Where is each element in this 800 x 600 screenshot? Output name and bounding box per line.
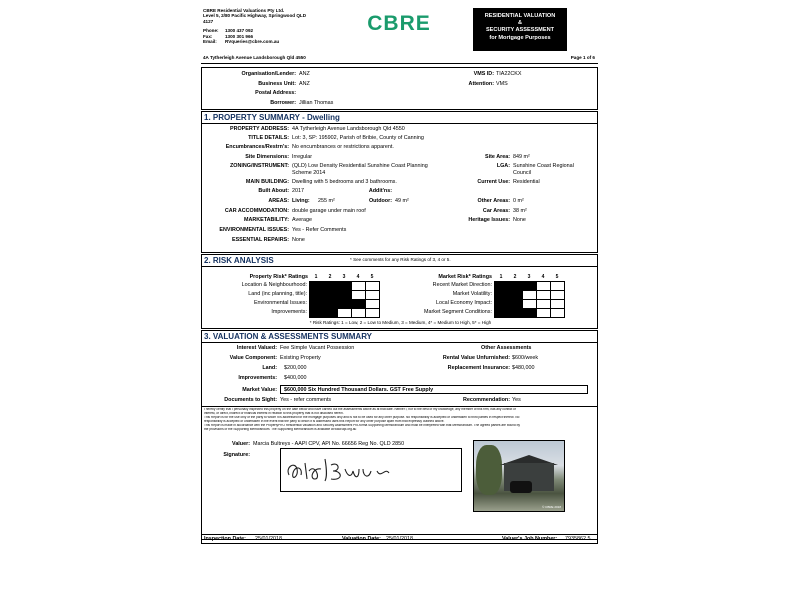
phone-label: Phone: (203, 28, 219, 34)
component-label: Value Component: (229, 355, 277, 361)
risk-cell (352, 300, 366, 309)
signature-box (280, 448, 462, 492)
section-divider (202, 342, 597, 343)
risk-cell (338, 300, 352, 309)
summary-right-label: Current Use: (477, 179, 510, 185)
risk-cell (551, 291, 565, 300)
signature-label: Signature: (223, 452, 250, 458)
risk-note: * See comments for any Risk Ratings of 3, 4 or 5. (350, 257, 451, 262)
summary-right-value: 38 m² (513, 208, 527, 214)
risk-analysis-box (201, 254, 598, 329)
rental-label: Rental Value Unfurnished: (442, 355, 510, 361)
disclaimer-line: responsibility is accepted or undertaken in the event that the party to which it is addressed uses this Report for any other purpose apart from that expressly outlined above. (204, 419, 445, 423)
report-title-box (473, 8, 567, 51)
outdoor-value: 49 m² (395, 198, 409, 204)
risk-label: Market Segment Conditions: (423, 309, 492, 315)
risk-cell (509, 282, 523, 291)
land-value: $200,000 (284, 365, 307, 371)
email-label: Email: (203, 39, 217, 45)
risk-cell (324, 282, 338, 291)
risk-cell (366, 309, 380, 318)
other-assessments-heading: Other Assessments (481, 345, 532, 351)
risk-cell (523, 309, 537, 318)
risk-cell (310, 291, 324, 300)
recommendation-label: Recommendation: (462, 397, 510, 403)
risk-cell (495, 300, 509, 309)
photo-tree (476, 445, 502, 495)
valuation-date: 25/01/2018 (386, 536, 413, 542)
interest-label: Interest Valued: (236, 345, 277, 351)
valuation-date-label: Valuation Date: (342, 536, 381, 542)
risk-cell (338, 282, 352, 291)
outdoor-label: Outdoor: (368, 198, 392, 204)
summary-value: Lot: 3, SP: 195902, Parish of Bribie, County of Canning (292, 135, 424, 141)
risk-cell (495, 282, 509, 291)
risk-cell (551, 300, 565, 309)
summary-label: Site Dimensions: (245, 154, 289, 160)
fax-label: Fax: (203, 33, 213, 39)
living-label: Living: (292, 198, 310, 204)
summary-value: No encumbrances or restrictions apparent. (292, 144, 394, 150)
report-title-line-2: & (517, 20, 523, 27)
report-title-line-4: for Mortgage Purposes (489, 34, 551, 41)
section-divider (202, 123, 597, 124)
documents-label: Documents to Sight: (224, 397, 277, 403)
summary-value: 4A Tytherleigh Avenue Landsborough Qld 4550 (292, 126, 405, 132)
component-value: Existing Property (280, 355, 321, 361)
summary-right-value: Sunshine Coast Regional (513, 163, 574, 169)
risk-cell (537, 291, 551, 300)
risk-cell (537, 309, 551, 318)
risk-label: Location & Neighbourhood: (241, 282, 307, 288)
risk-label: Improvements: (271, 309, 307, 315)
borrower-value: Jillian Thomas (299, 100, 334, 106)
summary-label: ESSENTIAL REPAIRS: (231, 237, 289, 243)
risk-cell (537, 300, 551, 309)
interest-value: Fee Simple Vacant Possession (280, 345, 355, 351)
company-info (203, 8, 333, 44)
summary-right-value: 849 m² (513, 154, 530, 160)
risk-cell (495, 291, 509, 300)
vms-label: VMS ID: (473, 71, 494, 77)
risk-cell (523, 282, 537, 291)
summary-label: PROPERTY ADDRESS: (229, 126, 289, 132)
summary-value: Yes - Refer Comments (292, 227, 347, 233)
phone-value: 1300 437 092 (225, 28, 254, 34)
summary-right-label: Heritage Issues: (468, 217, 510, 223)
risk-cell (509, 291, 523, 300)
risk-cell (352, 282, 366, 291)
risk-cell (551, 309, 565, 318)
report-title-line-1: RESIDENTIAL VALUATION (484, 13, 556, 19)
header-address: 4A Tytherleigh Avenue Landsborough Qld 4550 (203, 55, 306, 60)
improvements-label: Improvements: (238, 375, 277, 381)
improvements-value: $400,000 (284, 375, 307, 381)
bu-value: ANZ (299, 81, 310, 87)
risk-cell (495, 309, 509, 318)
summary-value: double garage under main roof (292, 208, 366, 214)
disclaimer-line: the provisions of the Supporting Memorandum. The Supporting Memorandum is available at www.api.org.au (204, 427, 357, 431)
summary-label: MARKETABILITY: (243, 217, 289, 223)
summary-value: 2017 (292, 188, 304, 194)
cbre-logo: CBRE (367, 12, 431, 35)
risk-cell (352, 309, 366, 318)
job-number-label: Valuer's Job Number: (502, 536, 558, 542)
market-risk-grid (494, 281, 565, 318)
summary-label: ZONING/INSTRUMENT: (230, 163, 289, 169)
risk-label: Market Volatility: (452, 291, 492, 297)
summary-label: CAR ACCOMMODATION: (224, 208, 289, 214)
summary-label: Encumbrances/Restrn's: (225, 144, 289, 150)
rating-number-2: 2 (328, 274, 332, 280)
risk-cell (509, 309, 523, 318)
risk-cell (523, 291, 537, 300)
report-title-line-3: SECURITY ASSESSMENT (485, 27, 555, 34)
disclaimer-line: interest, or direct, indirect or financial interest in relation to this property that is not disclosed herein. (204, 411, 344, 415)
summary-right-value: Residential (513, 179, 540, 185)
risk-cell (324, 300, 338, 309)
risk-cell (551, 282, 565, 291)
footer-bar (201, 534, 598, 544)
org-label: Organisation/Lender: (241, 71, 296, 77)
summary-value: None (292, 237, 305, 243)
section-divider (202, 406, 597, 407)
valuer-label: Valuer: (232, 441, 250, 447)
rental-value: $600/week (512, 355, 539, 361)
replacement-value: $480,000 (512, 365, 535, 371)
rating-number-3: 3 (527, 274, 531, 280)
rating-number-3: 3 (342, 274, 346, 280)
summary-label: AREAS: (268, 198, 289, 204)
risk-label: Environmental Issues: (253, 300, 307, 306)
risk-cell (310, 300, 324, 309)
address-bar (201, 53, 598, 64)
property-photo (473, 440, 565, 512)
rating-number-4: 4 (541, 274, 545, 280)
summary-right-value: 0 m² (513, 198, 524, 204)
summary-label: MAIN BUILDING: (245, 179, 289, 185)
risk-cell (366, 300, 380, 309)
summary-value: Irregular (292, 154, 313, 160)
fax-value: 1300 301 966 (225, 33, 254, 39)
summary-label: TITLE DETAILS: (248, 135, 289, 141)
summary-right-label: Car Areas: (482, 208, 510, 214)
attention-label: Attention: (468, 81, 494, 87)
risk-cell (537, 282, 551, 291)
disclaimer-line: This Report is made in accordance with the PropertyPRO Residential Valuation and Security Assessment Pro-forma Supporting Memorandum and must be interpreted with that Memorandum. The agreed parties are bound by (204, 423, 520, 427)
page-number: Page 1 of 6 (570, 55, 595, 60)
borrower-label: Borrower: (270, 100, 296, 106)
summary-value: Average (292, 217, 312, 223)
summary-right-label: LGA: (496, 163, 510, 169)
signature-image (281, 449, 461, 491)
risk-cell (523, 300, 537, 309)
org-value: ANZ (299, 71, 310, 77)
vms-value: TIA22CKX (496, 71, 522, 77)
valuation-title: 3. VALUATION & ASSESSMENTS SUMMARY (204, 332, 373, 341)
report-page (201, 8, 598, 544)
property-rating-numbers (309, 274, 379, 280)
risk-label: Land (inc planning, title): (248, 291, 307, 297)
recommendation-value: Yes (512, 397, 521, 403)
section-divider (202, 266, 597, 267)
land-label: Land: (262, 365, 277, 371)
property-summary-title: 1. PROPERTY SUMMARY - Dwelling (204, 113, 340, 122)
photo-car (510, 481, 532, 493)
living-value: 255 m² (318, 198, 335, 204)
summary-label: ENVIRONMENTAL ISSUES: (219, 227, 289, 233)
disclaimer-text (204, 408, 596, 431)
summary-right-value: None (513, 217, 526, 223)
risk-cell (366, 291, 380, 300)
summary-value: Dwelling with 5 bedrooms and 3 bathrooms. (292, 179, 397, 185)
company-address: Level 5, 2/80 Pacific Highway, Springwood QLD (203, 13, 307, 19)
photo-caption: © CBRE 2018 (542, 505, 561, 509)
bu-label: Business Unit: (258, 81, 296, 87)
risk-cell (352, 291, 366, 300)
property-risk-grid (309, 281, 380, 318)
risk-cell (324, 309, 338, 318)
rating-number-5: 5 (555, 274, 559, 280)
inspection-date: 25/01/2018 (255, 536, 282, 542)
risk-footer: * Risk Ratings: 1 = Low, 2 = Low to Medium, 3 = Medium, 4* = Medium to High, 5* = High (309, 320, 492, 325)
summary-value: Scheme 2014 (292, 170, 326, 176)
summary-right-label: Other Areas: (477, 198, 510, 204)
market-risk-heading: Market Risk* Ratings (438, 274, 492, 280)
risk-cell (310, 309, 324, 318)
rating-number-1: 1 (499, 274, 503, 280)
documents-value: Yes - refer comments (280, 397, 332, 403)
property-risk-heading: Property Risk* Ratings (249, 274, 308, 280)
summary-right-value: Council (513, 170, 531, 176)
company-postcode: 4127 (203, 18, 214, 24)
valuer-value: Marcia Bultreys - AAPI CPV, API No. 66656 Reg No. QLD 2850 (253, 441, 405, 447)
risk-cell (338, 291, 352, 300)
company-name: CBRE Residential Valuations Pty Ltd. (203, 8, 285, 13)
market-value: $600,000 Six Hundred Thousand Dollars. GST Free Supply (280, 385, 588, 394)
postal-label: Postal Address: (255, 90, 296, 96)
risk-cell (338, 309, 352, 318)
summary-label: Built About: (258, 188, 289, 194)
property-summary-box (201, 111, 598, 253)
summary-value: (QLD) Low Density Residential Sunshine Coast Planning (292, 163, 428, 169)
disclaimer-line: This Report is for the use only of the party to whom it is addressed for the mortgage purposes only and is not to be used for any other purpose. No responsibility is accepted or undertaken to third parties in respect thereof. No (204, 415, 520, 419)
risk-cell (366, 282, 380, 291)
risk-label: Recent Market Direction: (432, 282, 492, 288)
attention-value: VMS (496, 81, 508, 87)
rating-number-5: 5 (370, 274, 374, 280)
risk-cell (324, 291, 338, 300)
risk-analysis-title: 2. RISK ANALYSIS (204, 256, 274, 265)
rating-number-2: 2 (513, 274, 517, 280)
email-value: RVqueries@cbre.com.au (225, 39, 280, 45)
summary-right-label: Site Area: (485, 154, 510, 160)
rating-number-4: 4 (356, 274, 360, 280)
disclaimer-line: I hereby certify that I personally inspected this property on the date below and have carried out the assessments above as at that date. Neither I, nor to the best of my knowledge, any member of this firm, has any conflict of (204, 408, 516, 411)
risk-cell (310, 282, 324, 291)
replacement-label: Replacement Insurance: (447, 365, 510, 371)
additions-label: Addit'ns: (368, 188, 392, 194)
inspection-date-label: Inspection Date: (204, 536, 246, 542)
market-rating-numbers (494, 274, 564, 280)
job-number: 7935862.5 (565, 536, 591, 542)
risk-label: Local Economy Impact: (435, 300, 492, 306)
market-value-label: Market Value: (242, 387, 277, 393)
risk-cell (509, 300, 523, 309)
rating-number-1: 1 (314, 274, 318, 280)
lender-box (201, 67, 598, 110)
